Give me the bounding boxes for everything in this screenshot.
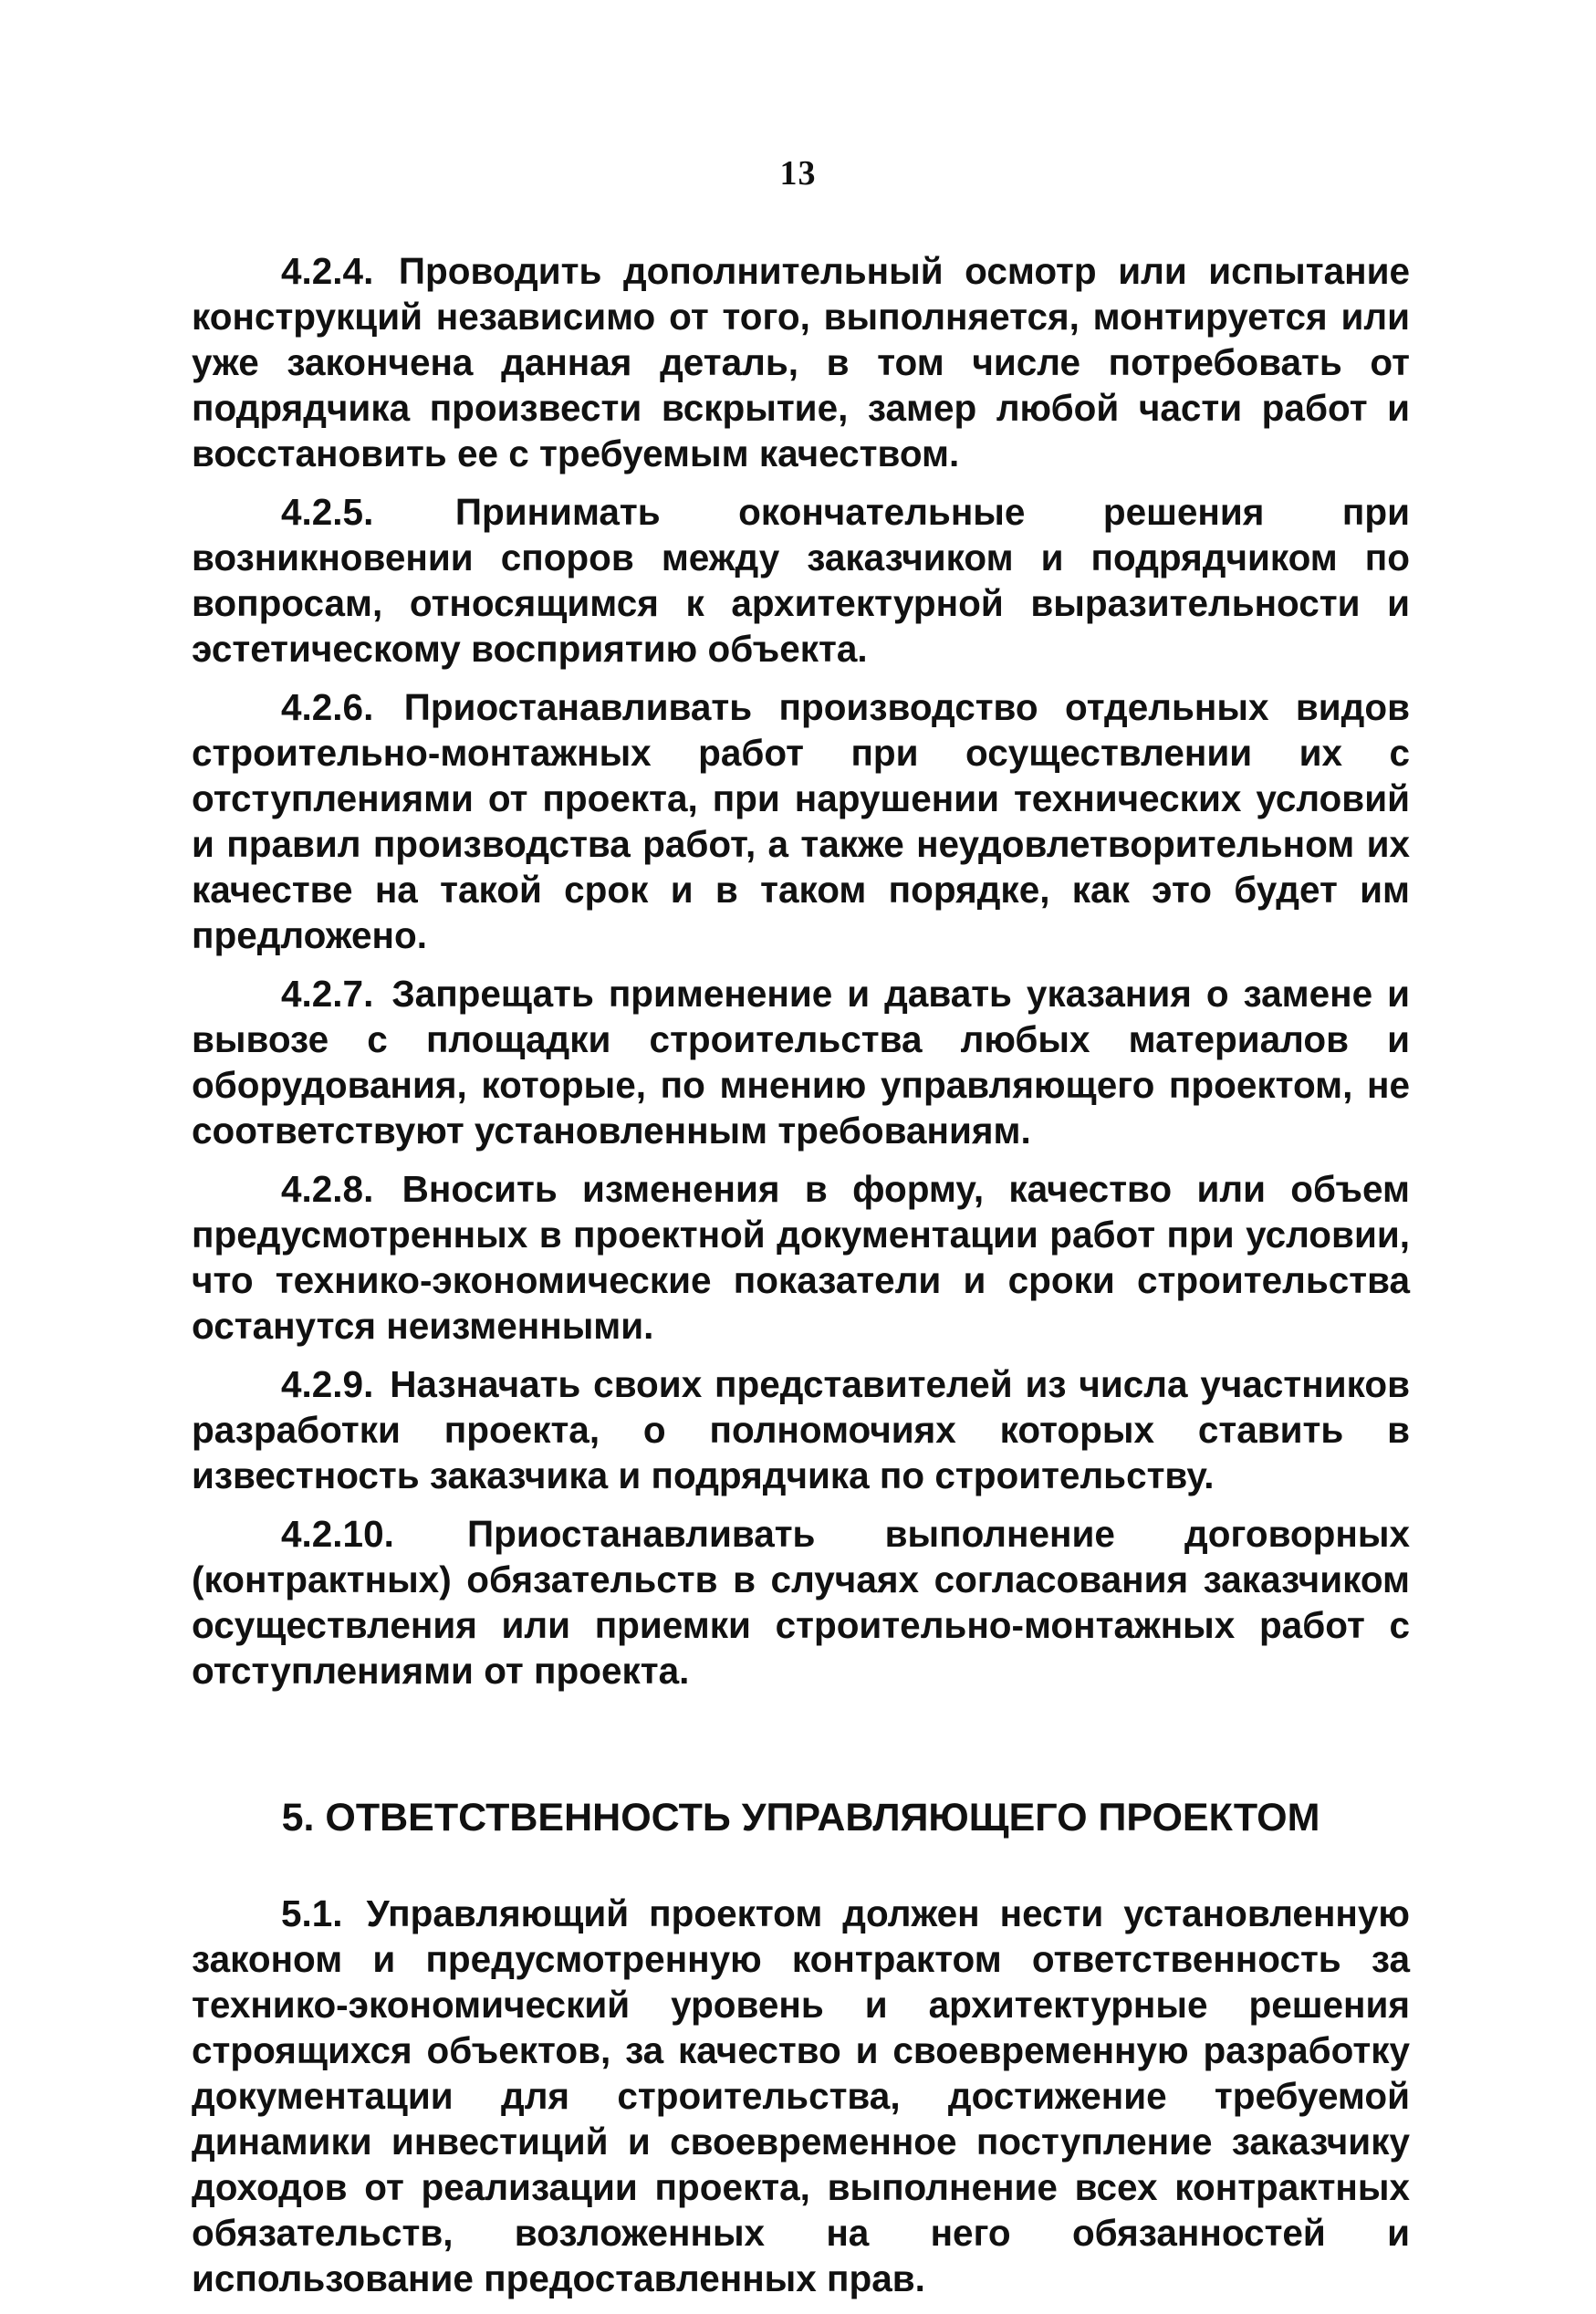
paragraph-text: Принимать окончательные решения при возникновении споров между заказчиком и подрядчиком по вопросам, относящимся к архитектурной выразительности и эстетическому восприятию объекта. xyxy=(192,491,1410,670)
paragraph-text: Вносить изменения в форму, качество или объем предусмотренных в проектной документации работ при условии, что технико-экономические показатели и сроки строительства останутся неизменными. xyxy=(192,1168,1410,1347)
paragraph-text: Проводить дополнительный осмотр или испытание конструкций независимо от того, выполняется, монтируется или уже закончена данная деталь, в том числе потребовать от подрядчика произвести вскрытие, замер любой части работ и восстановить ее с требуемым качеством. xyxy=(192,250,1410,474)
paragraph-number: 4.2.5. xyxy=(281,491,374,533)
paragraph-number: 5.1. xyxy=(281,1892,343,1934)
paragraph-text: Назначать своих представителей из числа участников разработки проекта, о полномочиях которых ставить в известность заказчика и подрядчика по строительству. xyxy=(192,1363,1410,1496)
paragraph-4-2-5 xyxy=(192,489,1410,672)
paragraph-number: 4.2.4. xyxy=(281,250,374,292)
section-heading: 5. ОТВЕТСТВЕННОСТЬ УПРАВЛЯЮЩЕГО ПРОЕКТОМ xyxy=(281,1796,1320,1840)
paragraph-4-2-6 xyxy=(192,684,1410,958)
paragraph-number: 4.2.9. xyxy=(281,1363,374,1405)
paragraph-number: 4.2.7. xyxy=(281,973,374,1015)
paragraph-4-2-9 xyxy=(192,1361,1410,1498)
paragraph-number: 4.2.10. xyxy=(281,1513,394,1555)
paragraph-text: Приостанавливать производство отдельных видов строительно-монтажных работ при осуществлении их с отступлениями от проекта, при нарушении технических условий и правил производства работ, а также неудовлетворительном их качестве на такой срок и в таком порядке, как это будет им предложено. xyxy=(192,686,1410,956)
paragraph-number: 4.2.8. xyxy=(281,1168,374,1210)
paragraph-4-2-8 xyxy=(192,1166,1410,1349)
paragraph-4-2-7 xyxy=(192,971,1410,1153)
paragraph-text: Приостанавливать выполнение договорных (контрактных) обязательств в случаях согласования заказчиком осуществления или приемки строительно-монтажных работ с отступлениями от проекта. xyxy=(192,1513,1410,1692)
paragraph-number: 4.2.6. xyxy=(281,686,374,728)
paragraph-5-1 xyxy=(192,1891,1410,2301)
paragraph-4-2-10 xyxy=(192,1511,1410,1694)
page-content xyxy=(192,248,1410,2314)
page-number: 13 xyxy=(779,154,817,193)
paragraph-text: Управляющий проектом должен нести установленную законом и предусмотренную контрактом ответственность за технико-экономический уровень и архитектурные решения строящихся объектов, за качество и своевременную разработку документации для строительства, достижение требуемой динамики инвестиций и своевременное поступление заказчику доходов от реализации проекта, выполнение всех контрактных обязательств, возложенных на него обязанностей и использование предоставленных прав. xyxy=(192,1892,1410,2299)
paragraph-text: Запрещать применение и давать указания о замене и вывозе с площадки строительства любых материалов и оборудования, которые, по мнению управляющего проектом, не соответствуют установленным требованиям. xyxy=(192,973,1410,1152)
paragraph-4-2-4 xyxy=(192,248,1410,476)
